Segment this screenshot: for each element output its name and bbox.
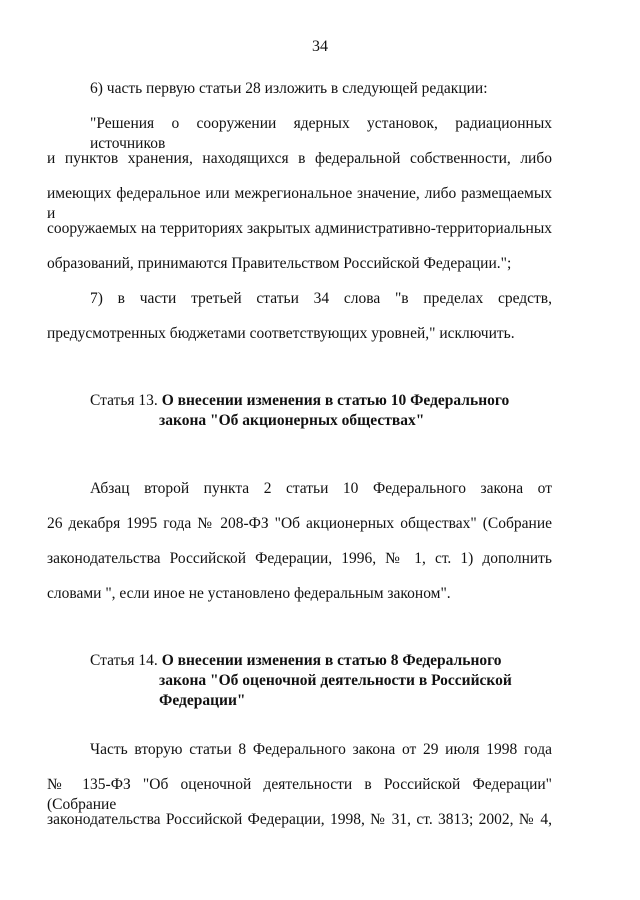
article-13-body-line: словами ", если иное не установлено федеральным законом". [47, 585, 451, 602]
article-14-body-line: законодательства Российской Федерации, 1998, № 31, ст. 3813; 2002, № 4, [47, 811, 552, 828]
article-13-body-line: 26 декабря 1995 года № 208-ФЗ "Об акционерных обществах" (Собрание [47, 515, 552, 532]
item-7-line: предусмотренных бюджетами соответствующих уровней," исключить. [47, 325, 515, 342]
article-14-body-line: № 135-ФЗ "Об оценочной деятельности в Российской Федерации" (Собрание [47, 776, 552, 813]
item-6-quote-line: имеющих федеральное или межрегиональное значение, либо размещаемых и [47, 185, 552, 222]
article-13-body-line: законодательства Российской Федерации, 1996, № 1, ст. 1) дополнить [47, 550, 552, 567]
article-14-title: Федерации" [159, 692, 246, 709]
item-6-quote-line: "Решения о сооружении ядерных установок, радиационных источников [90, 115, 552, 152]
article-13-label: Статья 13. [90, 392, 158, 409]
page-number: 34 [312, 38, 328, 55]
article-13-title: закона "Об акционерных обществах" [159, 412, 425, 429]
article-14-title: закона "Об оценочной деятельности в Российской [159, 672, 512, 689]
article-13-title: О внесении изменения в статью 10 Федерального [161, 392, 510, 409]
article-14-body-line: Часть вторую статьи 8 Федерального закона от 29 июля 1998 года [90, 741, 552, 758]
article-14-title: О внесении изменения в статью 8 Федерального [161, 652, 502, 669]
item-6-quote-line: сооружаемых на территориях закрытых административно-территориальных [47, 220, 552, 237]
item-6-quote-line: и пунктов хранения, находящихся в федеральной собственности, либо [47, 150, 552, 167]
article-13-heading [90, 391, 509, 411]
article-14-heading [90, 651, 502, 671]
item-7-line: 7) в части третьей статьи 34 слова "в пределах средств, [90, 290, 552, 307]
item-6-intro: 6) часть первую статьи 28 изложить в следующей редакции: [90, 80, 488, 97]
article-13-body-line: Абзац второй пункта 2 статьи 10 Федерального закона от [90, 480, 552, 497]
item-6-quote-line: образований, принимаются Правительством Российской Федерации."; [47, 255, 512, 272]
article-14-label: Статья 14. [90, 652, 158, 669]
